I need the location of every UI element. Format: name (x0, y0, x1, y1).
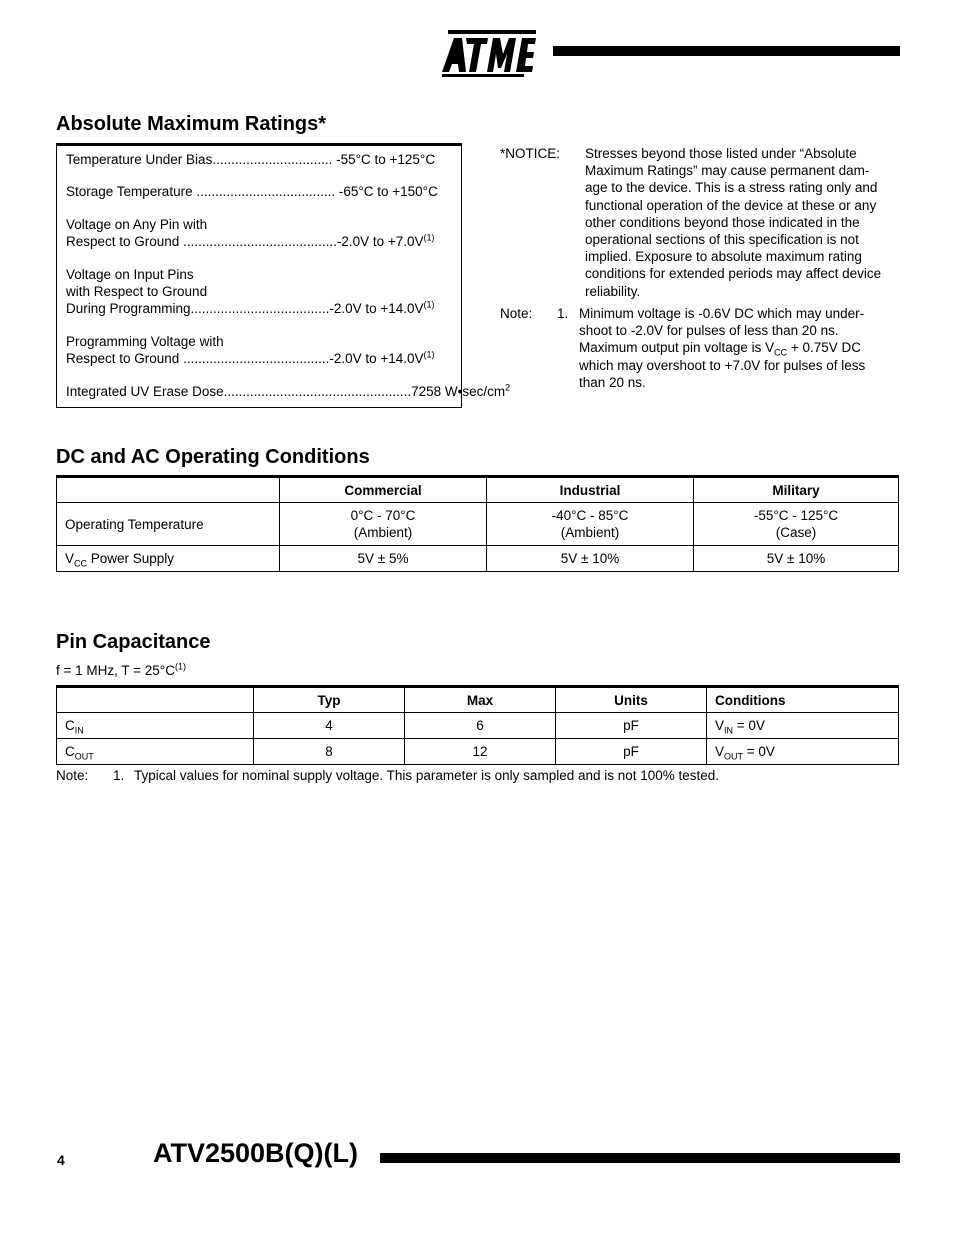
amr-item: Storage Temperature ..................................... -65°C to +150°C (66, 184, 438, 199)
amr-item: Temperature Under Bias................................ -55°C to +125°C (66, 152, 436, 167)
table-header: Military (694, 477, 899, 503)
note-text: Minimum voltage is -0.6V DC which may under- shoot to -2.0V for pulses of less than 20 ns. Maximum output pin voltage is $V_{CC} + 0.75V$ DC which may overshoot to +7.0V for pulses of less than 20 ns. (579, 306, 866, 390)
pc-condition: f = 1 MHz, $T = 25^\circ C^{(1)}$ (56, 661, 186, 678)
pc-note-label: Note: (56, 768, 89, 783)
pc-note-number: 1. (113, 768, 125, 783)
table-row (57, 546, 899, 572)
table-header: Conditions (707, 687, 899, 713)
dc-conditions-table (56, 475, 899, 572)
table-header: Typ (254, 687, 405, 713)
pin-capacitance-table (56, 685, 899, 765)
table-cell: -55°C - 125°C (Case) (694, 503, 899, 546)
notice-text: Stresses beyond those listed under “Absolute Maximum Ratings” may cause permanent dam- age to the device. This is a stress rating only and functional operation of the device at these or any other conditions beyond those indicated in the operational sections of this specification is not implied. Exposure to absolute maximum rating conditions for extended periods may affect device reliability. (585, 146, 882, 299)
amr-item: Voltage on Any Pin with Respect to Ground .........................................-2.0V to $+7.0V^{(1)}$ (66, 217, 435, 249)
table-cell: 0°C - 70°C (Ambient) (280, 503, 487, 546)
atmel-logo (440, 28, 540, 78)
table-cell: 5V ± 10% (694, 546, 899, 572)
amr-item: Programming Voltage with Respect to Ground .......................................-2.0V to $+14.0V^{(1)}$ (66, 334, 435, 366)
row-label: $V_{CC}$ Power Supply (57, 546, 280, 572)
table-cell: 4 (254, 713, 405, 739)
table-row (57, 713, 899, 739)
notice-label: *NOTICE: (500, 146, 561, 161)
table-cell: 12 (405, 739, 556, 765)
document-title: ATV2500B(Q)(L) (153, 1138, 359, 1168)
amr-box (56, 143, 511, 408)
table-row (57, 739, 899, 765)
table-cell: $V_{OUT} = 0V$ (707, 739, 899, 765)
row-label: Operating Temperature (57, 503, 280, 546)
table-header (57, 477, 280, 503)
dc-title: DC and AC Operating Conditions (56, 446, 370, 468)
table-cell: 8 (254, 739, 405, 765)
pc-note-text: Typical values for nominal supply voltage. This parameter is only sampled and is not 100% tested. (134, 768, 720, 783)
table-header (57, 687, 254, 713)
note-label: Note: (500, 306, 533, 321)
table-header: Max (405, 687, 556, 713)
table-header: Commercial (280, 477, 487, 503)
table-cell: 5V ± 10% (487, 546, 694, 572)
table-cell: 5V ± 5% (280, 546, 487, 572)
pc-title: Pin Capacitance (56, 631, 211, 653)
note-number: 1. (557, 306, 569, 321)
table-header: Industrial (487, 477, 694, 503)
table-header: Units (556, 687, 707, 713)
table-cell: pF (556, 739, 707, 765)
footer-rule (380, 1153, 900, 1163)
table-cell: pF (556, 713, 707, 739)
amr-item: Voltage on Input Pins with Respect to Ground During Programming.....................................-2.0V to $+14.0V^{(1)}$ (66, 267, 435, 316)
table-row (57, 503, 899, 546)
table-cell: -40°C - 85°C (Ambient) (487, 503, 694, 546)
page-number: 4 (57, 1152, 65, 1168)
row-label: $C_{OUT}$ (57, 739, 254, 765)
row-label: $C_{IN}$ (57, 713, 254, 739)
table-cell: $V_{IN} = 0V$ (707, 713, 899, 739)
header-rule (553, 46, 900, 56)
table-cell: 6 (405, 713, 556, 739)
amr-item: Integrated UV Erase Dose .................................................. 7258 $W•\sec/cm^2$ (66, 382, 511, 399)
amr-title: Absolute Maximum Ratings* (56, 113, 327, 135)
